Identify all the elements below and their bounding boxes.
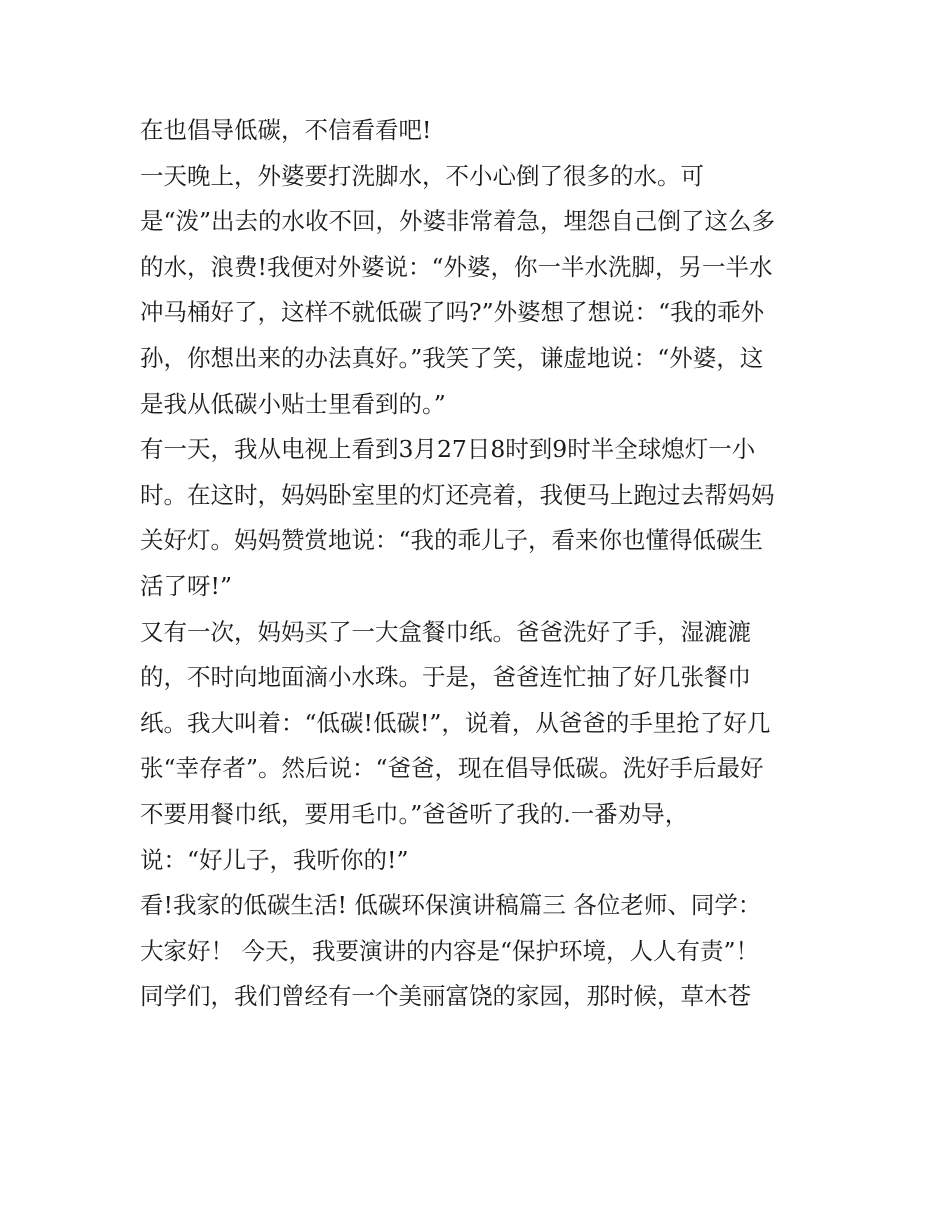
text-line: 同学们，我们曾经有一个美丽富饶的家园，那时候，草木苍 <box>140 982 751 1011</box>
text-line: 纸。我大叫着：“低碳!低碳!”，说着，从爸爸的手里抢了好几 <box>140 708 771 737</box>
text-line: 在也倡导低碳，不信看看吧! <box>140 116 432 144</box>
text-line: 时。在这时，妈妈卧室里的灯还亮着，我便马上跑过去帮妈妈 <box>140 480 775 509</box>
text-line: 一天晚上，外婆要打洗脚水，不小心倒了很多的水。可 <box>140 161 704 190</box>
text-line: 张“幸存者”。然后说：“爸爸，现在倡导低碳。洗好手后最好 <box>140 754 764 783</box>
text-line: 有一天，我从电视上看到3月27日8时到9时半全球熄灯一小 <box>140 435 756 464</box>
document-body <box>140 108 830 1020</box>
text-line: 的水，浪费!我便对外婆说：“外婆，你一半水洗脚，另一半水 <box>140 252 773 281</box>
text-line: 看!我家的低碳生活! 低碳环保演讲稿篇三 各位老师、同学： <box>140 891 762 920</box>
text-line: 的，不时向地面滴小水珠。于是，爸爸连忙抽了好几张餐巾 <box>140 663 751 692</box>
text-line: 关好灯。妈妈赞赏地说：“我的乖儿子，看来你也懂得低碳生 <box>140 526 764 555</box>
text-line: 孙，你想出来的办法真好。”我笑了笑，谦虚地说：“外婆，这 <box>140 343 764 372</box>
text-line: 说：“好儿子，我听你的!” <box>140 845 409 874</box>
text-line: 冲马桶好了，这样不就低碳了吗?”外婆想了想说：“我的乖外 <box>140 298 765 327</box>
text-line: 不要用餐巾纸，要用毛巾。”爸爸听了我的.一番劝导， <box>140 799 689 828</box>
text-line: 是“泼”出去的水收不回，外婆非常着急，埋怨自己倒了这么多 <box>140 207 776 236</box>
text-line: 活了呀!” <box>140 571 232 600</box>
text-line: 大家好！ 今天，我要演讲的内容是“保护环境，人人有责”！ <box>140 936 759 965</box>
text-line: 又有一次，妈妈买了一大盒餐巾纸。爸爸洗好了手，湿漉漉 <box>140 617 751 646</box>
text-line: 是我从低碳小贴士里看到的。” <box>140 389 446 418</box>
